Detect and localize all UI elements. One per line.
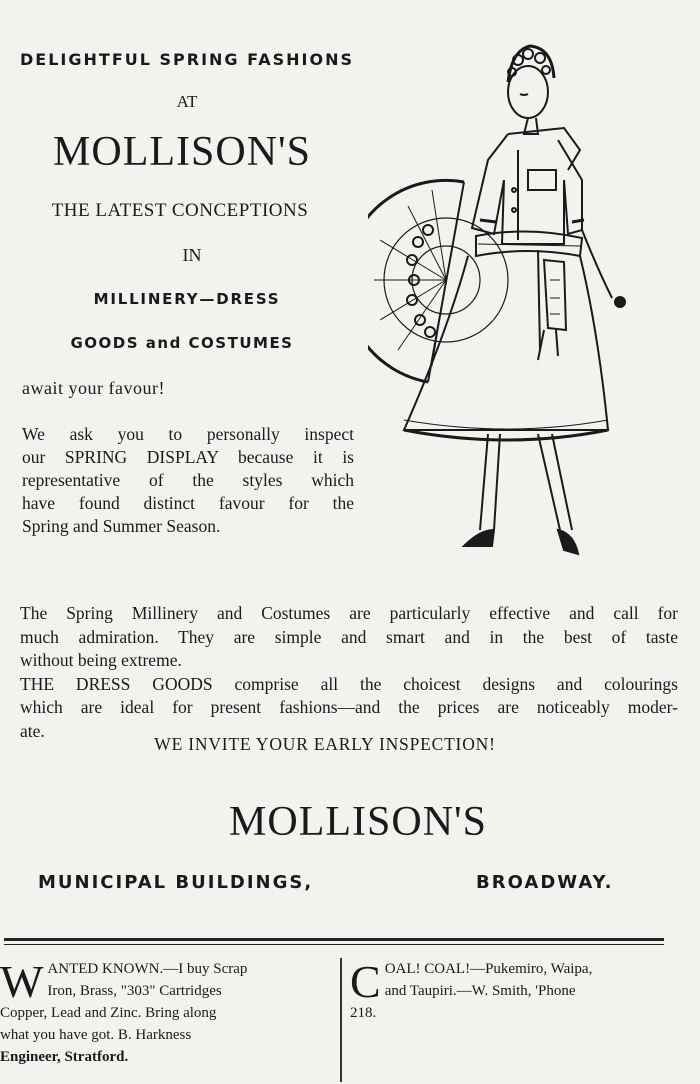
latest-conceptions-line: THE LATEST CONCEPTIONS bbox=[51, 200, 309, 221]
head-icon bbox=[508, 46, 554, 134]
body-line: much admiration. They are simple and smart and in the best of taste bbox=[20, 626, 678, 647]
body-paragraph bbox=[20, 602, 678, 743]
divider-rule bbox=[4, 938, 664, 941]
millinery-line: MILLINERY—DRESS bbox=[93, 290, 281, 308]
intro-paragraph bbox=[22, 423, 354, 538]
body-line: ate. bbox=[20, 720, 45, 741]
body-line: THE DRESS GOODS comprise all the choicest designs and colourings bbox=[20, 673, 678, 694]
body-line: without being extreme. bbox=[20, 650, 182, 670]
parasol-icon bbox=[368, 180, 508, 382]
address-municipal-buildings: MUNICIPAL BUILDINGS, bbox=[38, 872, 314, 893]
classified-line: ANTED KNOWN.—I buy Scrap bbox=[47, 961, 248, 977]
in-label: IN bbox=[182, 245, 202, 265]
intro-line: our SPRING DISPLAY because it is bbox=[22, 447, 354, 467]
column-divider bbox=[340, 958, 342, 1082]
body-line: The Spring Millinery and Costumes are particularly effective and call for bbox=[20, 603, 678, 623]
body-line: which are ideal for present fashions—and the prices are noticeably moder- bbox=[20, 697, 678, 717]
classified-line: what you have got. B. Harkness bbox=[0, 1027, 192, 1043]
dropcap-w: W bbox=[0, 956, 44, 1007]
dropcap-c: C bbox=[350, 956, 381, 1007]
jacket-icon bbox=[472, 128, 584, 256]
classified-line: Copper, Lead and Zinc. Bring along bbox=[0, 1005, 217, 1021]
shoes-icon bbox=[464, 434, 578, 554]
await-favour-text: await your favour! bbox=[22, 378, 165, 398]
headline: DELIGHTFUL SPRING FASHIONS bbox=[20, 50, 354, 69]
invite-line: WE INVITE YOUR EARLY INSPECTION! bbox=[154, 734, 496, 754]
goods-costumes-line: GOODS and COSTUMES bbox=[70, 334, 294, 352]
intro-line: have found distinct favour for the bbox=[22, 493, 354, 513]
classified-line: 218. bbox=[350, 1005, 377, 1021]
classified-coal bbox=[350, 958, 700, 1024]
classified-line: Iron, Brass, "303" Cartridges bbox=[47, 983, 222, 999]
intro-line: representative of the styles which bbox=[22, 470, 354, 490]
intro-line: We ask you to personally inspect bbox=[22, 424, 354, 444]
classified-line: and Taupiri.—W. Smith, 'Phone bbox=[384, 983, 576, 999]
classified-wanted-known bbox=[0, 958, 334, 1068]
classified-line: Engineer, Stratford. bbox=[0, 1049, 129, 1065]
classified-line: OAL! COAL!—Pukemiro, Waipa, bbox=[384, 961, 593, 977]
divider-rule-thin bbox=[4, 944, 664, 945]
at-label: AT bbox=[176, 92, 198, 111]
woman-with-parasol-illustration bbox=[368, 30, 668, 590]
address-broadway: BROADWAY. bbox=[476, 872, 614, 893]
store-name-title: MOLLISON'S bbox=[53, 129, 311, 175]
intro-line: Spring and Summer Season. bbox=[22, 516, 221, 536]
store-name-footer: MOLLISON'S bbox=[229, 799, 487, 845]
